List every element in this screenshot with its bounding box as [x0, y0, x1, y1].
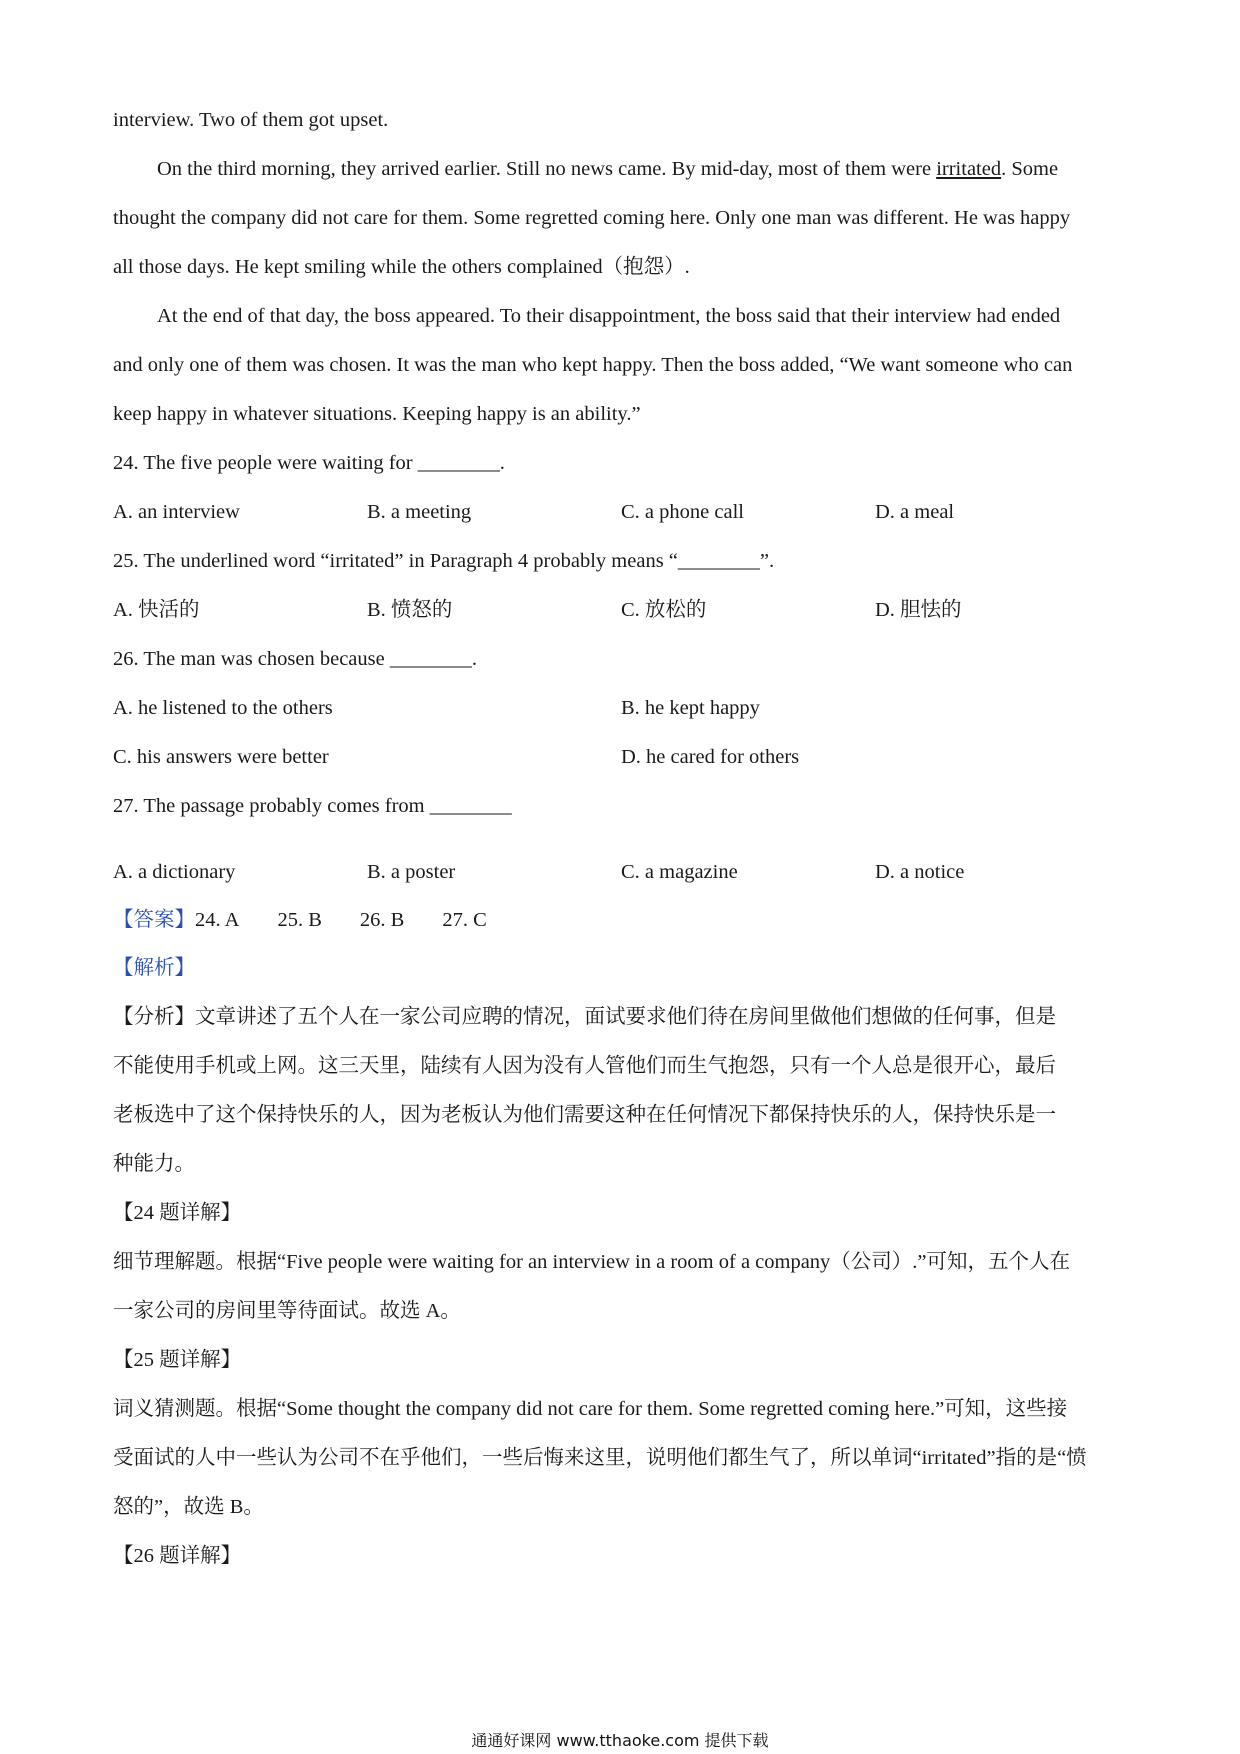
passage-paragraph-4-line-1 — [157, 155, 1177, 183]
q24-explanation-line: 一家公司的房间里等待面试。故选 A。 — [113, 1300, 461, 1322]
question-25-option-b: B. 愤怒的 — [367, 599, 453, 621]
analysis-summary-line: 【分析】文章讲述了五个人在一家公司应聘的情况，面试要求他们待在房间里做他们想做的任何事，但是 — [113, 1006, 1056, 1028]
page-footer: 通通好课网 www.tthaoke.com 提供下载 — [471, 1731, 769, 1750]
passage-paragraph-3-tail: interview. Two of them got upset. — [113, 109, 389, 131]
answer-key — [113, 906, 1133, 934]
q24-explanation-title: 【24 题详解】 — [113, 1202, 242, 1224]
analysis-summary-line: 老板选中了这个保持快乐的人，因为老板认为他们需要这种在任何情况下都保持快乐的人，保持快乐是一 — [113, 1104, 1056, 1126]
analysis-summary-line: 种能力。 — [113, 1153, 195, 1175]
answer-label: 【答案】 — [113, 909, 195, 931]
passage-paragraph-5-line-2: and only one of them was chosen. It was the man who kept happy. Then the boss added, “We want someone who can — [113, 354, 1073, 376]
question-25-option-a: A. 快活的 — [113, 599, 200, 621]
question-25-option-c: C. 放松的 — [621, 599, 707, 621]
question-25-stem: 25. The underlined word “irritated” in Paragraph 4 probably means “________”. — [113, 550, 775, 572]
q26-explanation-title: 【26 题详解】 — [113, 1545, 242, 1567]
question-26-option-c: C. his answers were better — [113, 746, 329, 768]
question-26-stem: 26. The man was chosen because ________. — [113, 648, 477, 670]
question-26-option-d: D. he cared for others — [621, 746, 800, 768]
q25-explanation-line: 怒的”，故选 B。 — [113, 1496, 264, 1518]
passage-text: On the third morning, they arrived earlier. Still no news came. By mid-day, most of them were — [157, 158, 937, 180]
answer-item: 27. C — [442, 909, 487, 931]
question-27-option-a: A. a dictionary — [113, 861, 236, 883]
question-25-option-d: D. 胆怯的 — [875, 599, 962, 621]
question-24-option-a: A. an interview — [113, 501, 240, 523]
question-27-option-c: C. a magazine — [621, 861, 738, 883]
underlined-word: irritated — [936, 158, 1002, 180]
analysis-label: 【解析】 — [113, 957, 195, 979]
question-27-option-d: D. a notice — [875, 861, 965, 883]
passage-paragraph-4-line-2: thought the company did not care for them. Some regretted coming here. Only one man was different. He was happy — [113, 207, 1071, 229]
answer-item: 26. B — [359, 909, 405, 931]
answer-item: 24. A — [195, 909, 240, 931]
question-24-stem: 24. The five people were waiting for ________. — [113, 452, 505, 474]
question-27-stem: 27. The passage probably comes from ________ — [113, 795, 512, 817]
q25-explanation-title: 【25 题详解】 — [113, 1349, 242, 1371]
question-26-option-a: A. he listened to the others — [113, 697, 333, 719]
question-27-option-b: B. a poster — [367, 861, 456, 883]
question-24-option-c: C. a phone call — [621, 501, 744, 523]
q25-explanation-line: 受面试的人中一些认为公司不在乎他们，一些后悔来这里，说明他们都生气了，所以单词“irritated”指的是“愤 — [113, 1447, 1087, 1469]
question-24-option-d: D. a meal — [875, 501, 955, 523]
answer-item: 25. B — [277, 909, 322, 931]
passage-paragraph-5-line-1: At the end of that day, the boss appeared. To their disappointment, the boss said that their interview had ended — [157, 305, 1061, 327]
q25-explanation-line: 词义猜测题。根据“Some thought the company did not care for them. Some regretted coming here.”可知，这些接 — [113, 1398, 1068, 1420]
question-26-option-b: B. he kept happy — [621, 697, 760, 719]
q24-explanation-line: 细节理解题。根据“Five people were waiting for an interview in a room of a company（公司）.”可知，五个人在 — [113, 1251, 1071, 1273]
passage-paragraph-4-line-3: all those days. He kept smiling while the others complained（抱怨）. — [113, 256, 690, 278]
passage-text: . Some — [1001, 158, 1059, 180]
analysis-summary-line: 不能使用手机或上网。这三天里，陆续有人因为没有人管他们而生气抱怨，只有一个人总是很开心，最后 — [113, 1055, 1056, 1077]
passage-paragraph-5-line-3: keep happy in whatever situations. Keeping happy is an ability.” — [113, 403, 641, 425]
question-24-option-b: B. a meeting — [367, 501, 472, 523]
